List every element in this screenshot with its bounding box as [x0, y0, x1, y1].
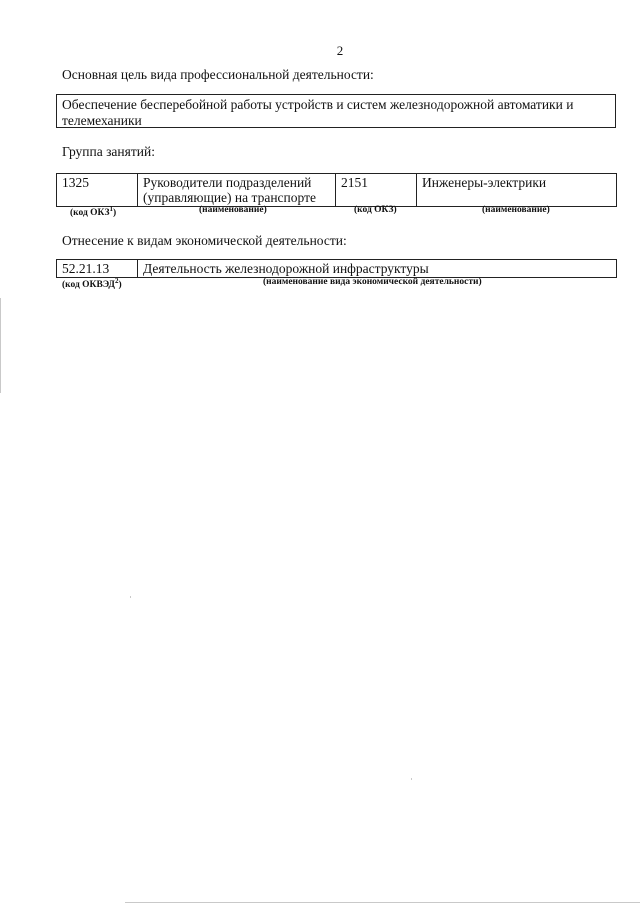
okved-name-caption: (наименование вида экономической деятельности) — [263, 277, 482, 287]
okz-code-cell: 2151 — [336, 174, 417, 207]
table-row — [57, 260, 617, 278]
okz-name-cell: Инженеры-электрики — [417, 174, 617, 207]
table-row — [57, 174, 617, 207]
page-number: 2 — [336, 43, 344, 58]
okz-code-caption — [70, 205, 116, 218]
scan-bottom-edge — [125, 902, 640, 903]
caption-text: ) — [118, 280, 122, 291]
caption-text: (код ОКВЭД — [62, 280, 115, 291]
okz-name-cell: Руководители подразделений (управляющие) на транспорте — [138, 174, 336, 207]
okved-name-cell: Деятельность железнодорожной инфраструктуры — [138, 260, 617, 278]
footnote-ref: 1 — [109, 205, 113, 213]
goal-heading: Основная цель вида профессиональной деятельности: — [62, 67, 374, 82]
okz-code-caption: (код ОКЗ) — [354, 205, 397, 215]
economic-activity-heading: Отнесение к видам экономической деятельности: — [62, 233, 347, 248]
occupation-group-heading: Группа занятий: — [62, 144, 155, 159]
scan-speck — [130, 596, 131, 598]
caption-text: ) — [112, 208, 117, 219]
okz-name-caption: (наименование) — [482, 205, 550, 215]
okved-code-caption — [62, 277, 122, 290]
okz-name-caption: (наименование) — [199, 205, 267, 215]
occupation-group-table — [56, 173, 617, 207]
caption-text: (код ОКЗ — [70, 208, 110, 219]
okved-code-cell: 52.21.13 — [57, 260, 138, 278]
goal-text: Обеспечение бесперебойной работы устройств и систем железнодорожной автоматики и телемеханики — [62, 97, 574, 128]
scan-speck — [411, 778, 412, 780]
goal-box — [56, 94, 616, 128]
economic-activity-table — [56, 259, 617, 278]
okz-code-cell: 1325 — [57, 174, 138, 207]
footnote-ref: 2 — [114, 277, 119, 285]
scan-edge-mark — [0, 298, 1, 393]
